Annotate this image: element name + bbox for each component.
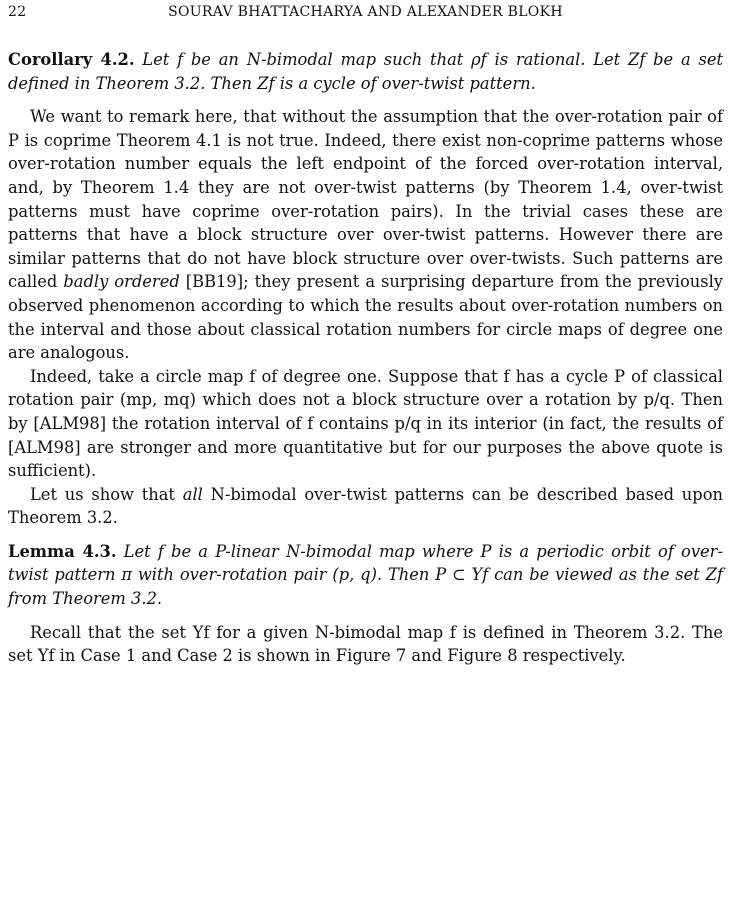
paragraph-remark: [8, 105, 723, 365]
paragraph-show-before: Let us show that: [30, 484, 183, 504]
corollary-text: Let f be an N-bimodal map such that ρf is rational. Let Zf be a set defined in Theorem 3.2. Then Zf is a cycle of over-twist pattern.: [8, 50, 724, 93]
paragraph-remark-before: We want to remark here, that without the assumption that the over-rotation pair of P is coprime Theorem 4.1 is not true. Indeed, there exist non-coprime patterns whose over-rotation number equals the left endpoint of the forced over-rotation interval, and, by Theorem 1.4 they are not over-twist patterns (by Theorem 1.4, over-twist patterns must have coprime over-rotation pairs). In the trivial cases these are patterns that have a block structure over over-twist patterns. However there are similar patterns that do not have block structure over over-twists. Such patterns are called: [8, 107, 723, 292]
paragraph-show-after: N-bimodal over-twist patterns can be described based upon Theorem 3.2.: [8, 484, 723, 528]
corollary-label: Corollary 4.2.: [8, 50, 135, 69]
page-number: 22: [8, 4, 27, 20]
lemma-label: Lemma 4.3.: [8, 541, 117, 561]
lemma-text: Let f be a P-linear N-bimodal map where P is a periodic orbit of over-twist pattern π with over-rotation pair (p, q). Then P ⊂ Yf can be viewed as the set Zf from Theorem 3.2.: [8, 541, 723, 609]
paragraph-recall: Recall that the set Yf for a given N-bimodal map f is defined in Theorem 3.2. The set Yf in Case 1 and Case 2 is shown in Figure 7 and Figure 8 respectively.: [8, 622, 723, 666]
paragraph-remark-after: [BB19]; they present a surprising departure from the previously observed phenomenon according to which the results about over-rotation numbers on the interval and those about classical rotation numbers for circle maps of degree one are analogous.: [8, 272, 723, 363]
running-title: SOURAV BHATTACHARYA AND ALEXANDER BLOKH: [168, 4, 563, 20]
paragraph-circle-map: Indeed, take a circle map f of degree one. Suppose that f has a cycle P of classical rotation pair (mp, mq) which does not a block structure over a rotation by p/q. Then by [ALM98] the rotation interval of f contains p/q in its interior (in fact, the results of [ALM98] are stronger and more quantitative but for our purposes the above quote is sufficient).: [8, 366, 723, 481]
lemma-4-3: [8, 540, 723, 611]
running-header: [8, 4, 723, 24]
corollary-4-2: [8, 48, 723, 95]
page-body: [8, 48, 723, 668]
paragraph-show-all: [8, 483, 723, 530]
all-emphasis: all: [182, 484, 203, 504]
badly-ordered-term: badly ordered: [63, 272, 180, 292]
